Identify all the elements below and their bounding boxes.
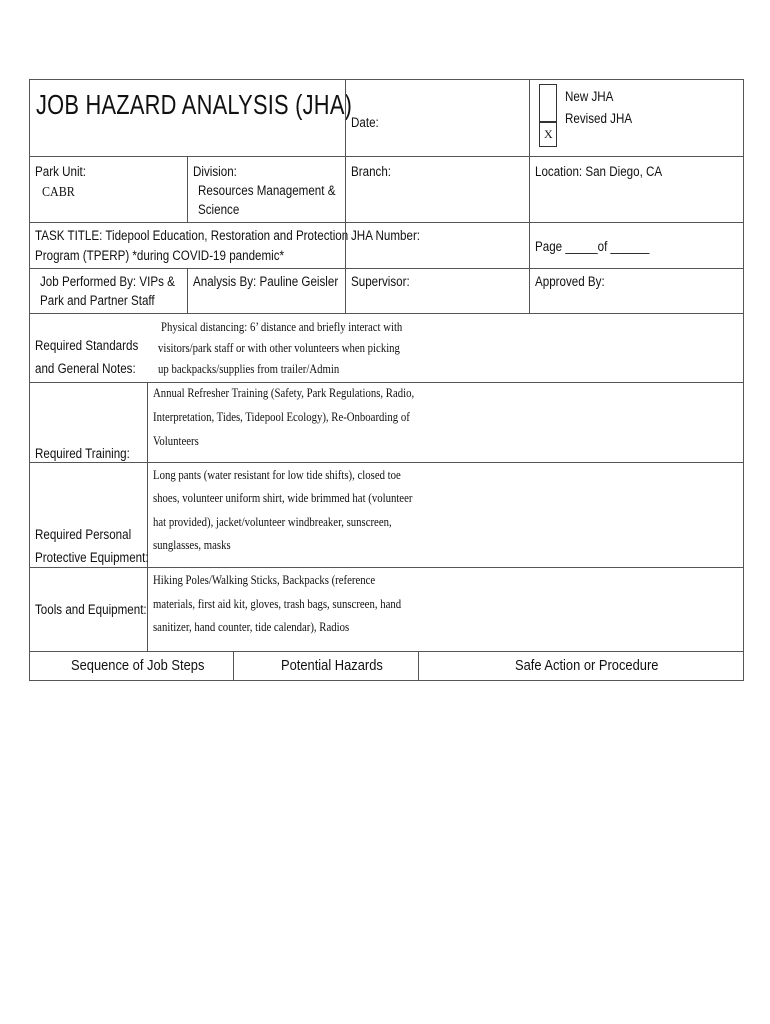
task-title-cell (29, 222, 349, 269)
standards-label-line2: and General Notes: (35, 361, 136, 376)
tools-row (29, 567, 744, 652)
analysis-by-cell (187, 268, 346, 314)
standards-line: visitors/park staff or with other volunteers when picking (158, 341, 400, 355)
date-cell[interactable] (345, 79, 530, 157)
ppe-row (29, 462, 744, 568)
title-cell (29, 79, 353, 157)
ppe-line: sunglasses, masks (153, 538, 231, 552)
approved-by-label: Approved By: (535, 274, 605, 289)
page-title: JOB HAZARD ANALYSIS (JHA) (36, 89, 353, 120)
hazards-header: Potential Hazards (281, 657, 383, 674)
jha-type-cell (529, 79, 744, 157)
tools-line: Hiking Poles/Walking Sticks, Backpacks (reference (153, 573, 376, 587)
ppe-line: hat provided), jacket/volunteer windbreaker, sunscreen, (153, 515, 392, 529)
division-cell[interactable] (187, 156, 346, 223)
steps-header-cell (29, 651, 234, 681)
row-divider (147, 383, 148, 462)
revised-jha-mark: X (544, 127, 553, 141)
actions-header: Safe Action or Procedure (515, 657, 659, 674)
tools-line: materials, first aid kit, gloves, trash bags, sunscreen, hand (153, 597, 402, 611)
training-label: Required Training: (35, 446, 130, 461)
standards-row (29, 313, 744, 383)
standards-line: up backpacks/supplies from trailer/Admin (158, 362, 340, 376)
approved-by-cell[interactable] (529, 268, 744, 314)
standards-label-line1: Required Standards (35, 338, 139, 353)
job-performed-line1: Job Performed By: VIPs & (40, 274, 175, 289)
hazards-header-cell (233, 651, 419, 681)
analysis-by-text: Analysis By: Pauline Geisler (193, 274, 339, 289)
ppe-label-line2: Protective Equipment: (35, 550, 149, 565)
page-label: Page _____of ______ (535, 239, 650, 254)
training-row (29, 382, 744, 463)
new-jha-checkbox[interactable] (539, 84, 557, 122)
branch-label: Branch: (351, 164, 392, 179)
jha-form (29, 79, 744, 681)
division-value-line1: Resources Management & (198, 183, 336, 198)
standards-line: Physical distancing: 6’ distance and briefly interact with (161, 320, 403, 334)
row-divider (147, 568, 148, 651)
division-value-line2: Science (198, 202, 240, 217)
page-cell[interactable] (529, 222, 744, 269)
steps-header: Sequence of Job Steps (71, 657, 205, 674)
park-unit-cell[interactable] (29, 156, 188, 223)
jha-number-label: JHA Number: (351, 228, 421, 243)
new-jha-label: New JHA (565, 89, 614, 104)
ppe-line: Long pants (water resistant for low tide shifts), closed toe (153, 468, 401, 482)
supervisor-label: Supervisor: (351, 274, 410, 289)
ppe-label-line1: Required Personal (35, 527, 132, 542)
location-text: Location: San Diego, CA (535, 164, 663, 179)
training-line: Annual Refresher Training (Safety, Park Regulations, Radio, (153, 386, 415, 400)
branch-cell[interactable] (345, 156, 530, 223)
tools-label: Tools and Equipment: (35, 602, 147, 617)
jha-number-cell[interactable] (345, 222, 530, 269)
task-title-line2: Program (TPERP) *during COVID-19 pandemic* (35, 248, 285, 263)
job-performed-line2: Park and Partner Staff (40, 293, 155, 308)
training-line: Interpretation, Tides, Tidepool Ecology), Re-Onboarding of (153, 410, 410, 424)
training-line: Volunteers (153, 434, 199, 448)
actions-header-cell (418, 651, 744, 681)
task-title-line1: TASK TITLE: Tidepool Education, Restoration and Protection (35, 228, 349, 243)
park-unit-value: CABR (42, 185, 75, 200)
revised-jha-checkbox[interactable] (539, 122, 557, 147)
date-label: Date: (351, 115, 379, 130)
revised-jha-label: Revised JHA (565, 111, 633, 126)
location-cell (529, 156, 744, 223)
tools-line: sanitizer, hand counter, tide calendar), Radios (153, 620, 350, 634)
ppe-line: shoes, volunteer uniform shirt, wide brimmed hat (volunteer (153, 491, 413, 505)
job-performed-cell (29, 268, 188, 314)
supervisor-cell[interactable] (345, 268, 530, 314)
park-unit-label: Park Unit: (35, 164, 86, 179)
division-label: Division: (193, 164, 237, 179)
